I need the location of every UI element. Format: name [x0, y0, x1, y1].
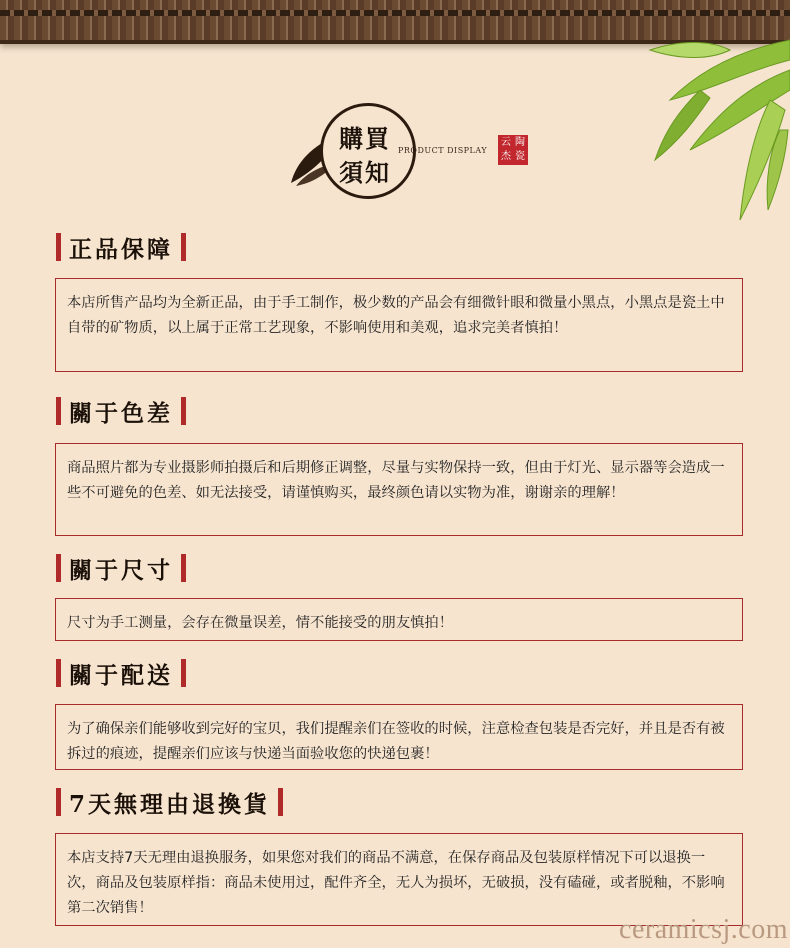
title-bar-right — [278, 788, 283, 816]
title-bar-right — [181, 397, 186, 425]
seal-stamp — [498, 135, 528, 165]
title-bar-right — [181, 233, 186, 261]
title-bar-left — [56, 233, 61, 261]
section-body-size: 尺寸为手工测量，会存在微量误差，情不能接受的朋友慎拍！ — [55, 598, 743, 641]
seal-char-2: 陶 — [515, 137, 525, 148]
section-body-delivery: 为了确保亲们能够收到完好的宝贝，我们提醒亲们在签收的时候，注意检查包装是否完好，并且是否有被拆过的痕迹，提醒亲们应该与快递当面验收您的快递包裹！ — [55, 704, 743, 770]
section-heading: 關于尺寸 — [69, 556, 173, 584]
seal-char-3: 杰 — [501, 151, 511, 162]
seal-char-4: 瓷 — [515, 151, 525, 162]
title-bar-left — [56, 659, 61, 687]
section-title-delivery — [56, 658, 186, 688]
title-bar-left — [56, 397, 61, 425]
section-title-returns — [56, 787, 283, 817]
section-heading: 正品保障 — [69, 235, 173, 263]
title-bar-left — [56, 788, 61, 816]
section-title-size — [56, 553, 186, 583]
title-bar-right — [181, 659, 186, 687]
header-subtitle: PRODUCT DISPLAY — [398, 146, 488, 155]
title-bar-right — [181, 554, 186, 582]
header-title-line1: 購買 — [339, 124, 391, 153]
section-heading: 關于配送 — [69, 661, 173, 689]
section-heading: 關于色差 — [69, 399, 173, 427]
bamboo-leaves-decoration — [570, 30, 790, 230]
section-title-authentic — [56, 232, 186, 262]
section-body-authentic: 本店所售产品均为全新正品，由于手工制作，极少数的产品会有细微针眼和微量小黑点，小黑点是瓷土中自带的矿物质，以上属于正常工艺现象，不影响使用和美观，追求完美者慎拍！ — [55, 278, 743, 372]
section-heading: 7天無理由退換貨 — [69, 790, 271, 818]
site-watermark: ceramicsj.com — [619, 914, 788, 945]
section-title-color-difference — [56, 396, 186, 426]
section-body-color-difference: 商品照片都为专业摄影师拍摄后和后期修正调整，尽量与实物保持一致，但由于灯光、显示器等会造成一些不可避免的色差、如无法接受，请谨慎购买，最终颜色请以实物为准，谢谢亲的理解！ — [55, 443, 743, 536]
seal-char-1: 云 — [501, 137, 511, 148]
header-badge — [286, 103, 536, 203]
section-body-returns: 本店支持7天无理由退换服务，如果您对我们的商品不满意，在保存商品及包装原样情况下可以退换一次，商品及包装原样指：商品未使用过，配件齐全，无人为损坏，无破损，没有磕碰，或者脱釉，不影响第二次销售！ — [55, 833, 743, 926]
title-bar-left — [56, 554, 61, 582]
header-title-line2: 須知 — [339, 158, 391, 187]
